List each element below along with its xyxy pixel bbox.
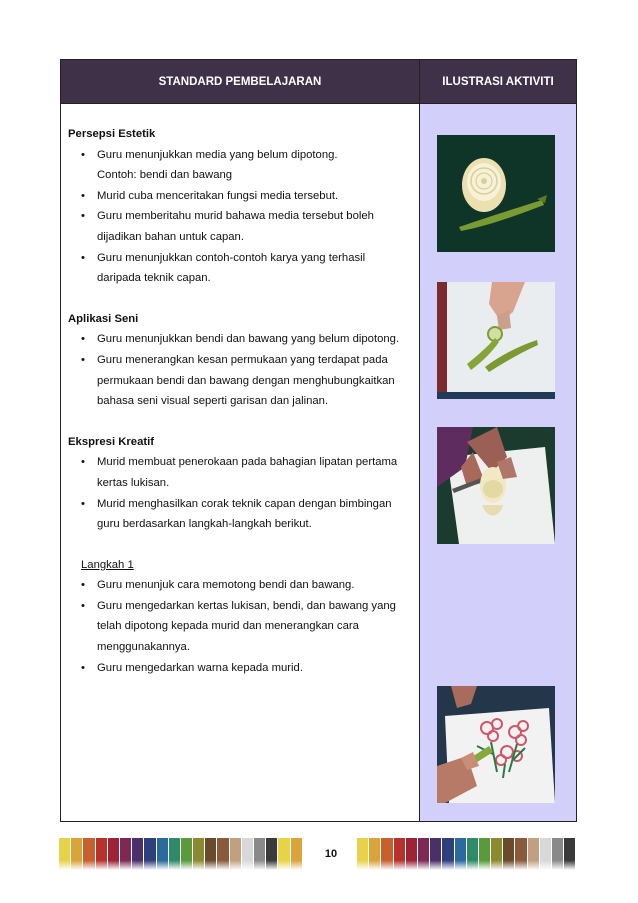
pencil-stripe: [291, 838, 302, 870]
pencil-stripe: [120, 838, 131, 870]
pencil-stripe: [381, 838, 392, 870]
list-item: • Guru mengedarkan warna kepada murid.: [68, 658, 416, 679]
pencil-stripe: [254, 838, 265, 870]
pencil-stripe: [528, 838, 539, 870]
list-item-continuation: telah dipotong kepada murid dan menerangkan cara: [97, 620, 359, 633]
colored-pencils-decoration-left: [59, 838, 303, 870]
lesson-table: [60, 59, 577, 822]
list-item-continuation: guru berdasarkan langkah-langkah berikut.: [97, 518, 312, 531]
pencil-stripe: [552, 838, 563, 870]
standards-column: [61, 103, 419, 821]
list-item: • Guru menunjukkan contoh-contoh karya yang terhasil: [68, 248, 416, 269]
pencil-stripe: [193, 838, 204, 870]
colored-pencils-decoration-right: [357, 838, 576, 870]
pencil-stripe: [242, 838, 253, 870]
pencil-stripe: [503, 838, 514, 870]
list-item: • Murid cuba menceritakan fungsi media tersebut.: [68, 186, 416, 207]
onion-and-okra-photo: [437, 135, 555, 252]
section-title: Ekspresi Kreatif: [68, 435, 155, 448]
bullet-list: [68, 145, 416, 289]
list-item: • Murid membuat penerokaan pada bahagian lipatan pertama: [68, 452, 416, 473]
bullet-list: [68, 575, 416, 678]
pencil-stripe: [369, 838, 380, 870]
table-header: [61, 60, 576, 103]
standards-content: [68, 124, 416, 678]
bullet-list: [68, 452, 416, 534]
list-item: • Guru menerangkan kesan permukaan yang terdapat pada: [68, 350, 416, 371]
pencil-stripe: [357, 838, 368, 870]
pencil-stripe: [278, 838, 289, 870]
pencil-stripe: [491, 838, 502, 870]
pencil-stripe: [59, 838, 70, 870]
pencil-stripe: [540, 838, 551, 870]
section-title: Persepsi Estetik: [68, 128, 156, 140]
illustrations-column: [419, 103, 576, 821]
pencil-stripe: [455, 838, 466, 870]
pencil-stripe: [515, 838, 526, 870]
list-item: • Murid menghasilkan corak teknik capan dengan bimbingan: [68, 494, 416, 515]
page-number: 10: [307, 838, 355, 870]
list-item-continuation: menggunakannya.: [97, 641, 190, 654]
pencil-stripe: [418, 838, 429, 870]
list-item: • Guru menunjukkan media yang belum dipotong.: [68, 145, 416, 166]
bullet-list: [68, 329, 416, 411]
pencil-stripe: [108, 838, 119, 870]
cutting-onion-photo: [437, 427, 555, 544]
pencil-stripe: [71, 838, 82, 870]
pencil-stripe: [217, 838, 228, 870]
pencil-stripe: [83, 838, 94, 870]
list-item-continuation: dijadikan bahan untuk capan.: [97, 230, 244, 243]
list-item: • Guru memberitahu murid bahawa media tersebut boleh: [68, 206, 416, 227]
header-ilustrasi-aktiviti: ILUSTRASI AKTIVITI: [419, 60, 576, 103]
list-item-continuation: daripada teknik capan.: [97, 272, 211, 285]
pencil-stripe: [479, 838, 490, 870]
pencil-stripe: [406, 838, 417, 870]
section-title: Aplikasi Seni: [68, 312, 139, 325]
pencil-stripe: [157, 838, 168, 870]
list-item-continuation: kertas lukisan.: [97, 476, 170, 489]
pencil-stripe: [442, 838, 453, 870]
header-standard-pembelajaran: STANDARD PEMBELAJARAN: [158, 75, 322, 88]
printed-flower-pattern-photo: [437, 686, 555, 803]
list-item: • Guru menunjukkan bendi dan bawang yang belum dipotong.: [68, 329, 416, 350]
list-item: • Guru mengedarkan kertas lukisan, bendi, dan bawang yang: [68, 596, 416, 617]
pencil-stripe: [467, 838, 478, 870]
list-item-continuation: permukaan bendi dan bawang dengan menghubungkaitkan: [97, 374, 395, 387]
pencil-stripe: [430, 838, 441, 870]
pencil-stripe: [96, 838, 107, 870]
list-item-continuation: bahasa seni visual seperti garisan dan jalinan.: [97, 395, 329, 408]
pencil-stripe: [394, 838, 405, 870]
pencil-stripe: [181, 838, 192, 870]
pencil-stripe: [132, 838, 143, 870]
holding-okra-photo: [437, 282, 555, 399]
pencil-stripe: [144, 838, 155, 870]
pencil-stripe: [230, 838, 241, 870]
pencil-stripe: [564, 838, 575, 870]
step-title: Langkah 1: [81, 558, 134, 571]
pencil-stripe: [266, 838, 277, 870]
list-item-subtext: Contoh: bendi dan bawang: [97, 169, 233, 182]
list-item: • Guru menunjuk cara memotong bendi dan bawang.: [68, 575, 416, 596]
pencil-stripe: [169, 838, 180, 870]
page-footer: [0, 838, 638, 870]
pencil-stripe: [205, 838, 216, 870]
